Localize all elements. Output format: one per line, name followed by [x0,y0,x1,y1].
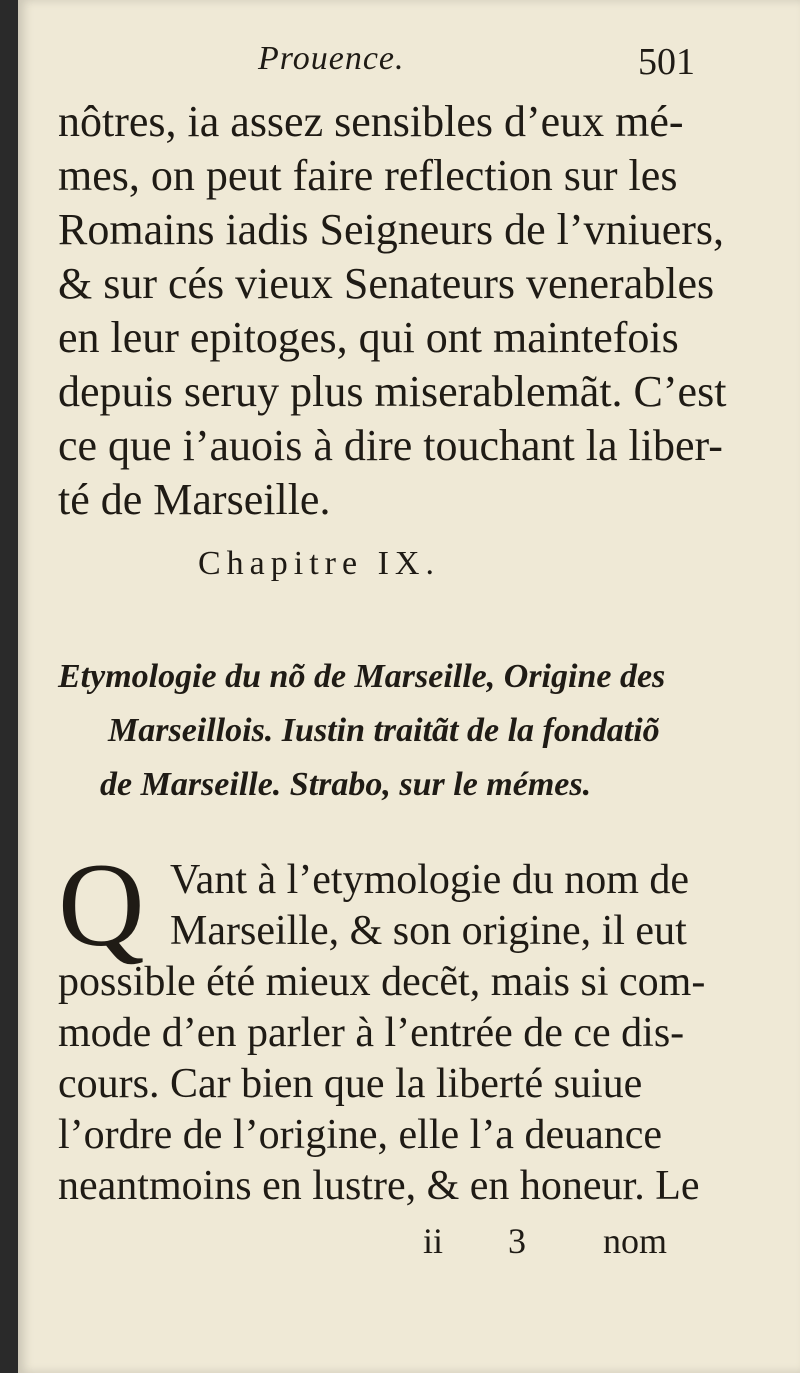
summary-line: Etymologie du nõ de Marseille, Origine des [58,658,666,695]
signature-number: 3 [508,1221,526,1261]
paragraph-line: cours. Car bien que la liberté suiue [58,1061,643,1107]
drop-cap: Q [58,838,145,971]
paragraph-line: possible été mieux decẽt, mais si com- [58,959,706,1005]
page-header [18,40,800,100]
text-line: en leur epitoges, qui ont maintefois [58,313,679,362]
text-line: depuis seruy plus miserablemãt. C’est [58,367,727,416]
text-line: té de Marseille. [58,475,331,524]
paragraph-line: neantmoins en lustre, & en honeur. Le [58,1163,700,1209]
chapter-heading: Chapitre IX. [198,545,440,582]
summary-line: de Marseille. Strabo, sur le mémes. [100,766,592,803]
body-paragraph [58,855,728,1212]
page-footer [18,1220,800,1270]
catchword: nom [603,1221,668,1261]
text-line: Romains iadis Seigneurs de l’vniuers, [58,205,725,254]
paragraph-line: Vant à l’etymologie du nom de [170,857,690,903]
summary-line: Marseillois. Iustin traitãt de la fondatiõ [108,712,660,749]
book-page [18,0,800,1373]
paragraph-line: l’ordre de l’origine, elle l’a deuance [58,1112,663,1158]
text-line: nôtres, ia assez sensibles d’eux mé- [58,97,684,146]
running-head: Prouence. [258,40,405,77]
page-number: 501 [638,41,695,83]
paragraph-line: Marseille, & son origine, il eut [170,908,687,954]
text-line: mes, on peut faire reflection sur les [58,151,678,200]
text-before-chapter [58,95,728,527]
signature-mark: ii [423,1221,444,1261]
text-line: ce que i’auois à dire touchant la liber- [58,421,723,470]
chapter-summary [58,650,738,812]
paragraph-line: mode d’en parler à l’entrée de ce dis- [58,1010,685,1056]
text-line: & sur cés vieux Senateurs venerables [58,259,715,308]
